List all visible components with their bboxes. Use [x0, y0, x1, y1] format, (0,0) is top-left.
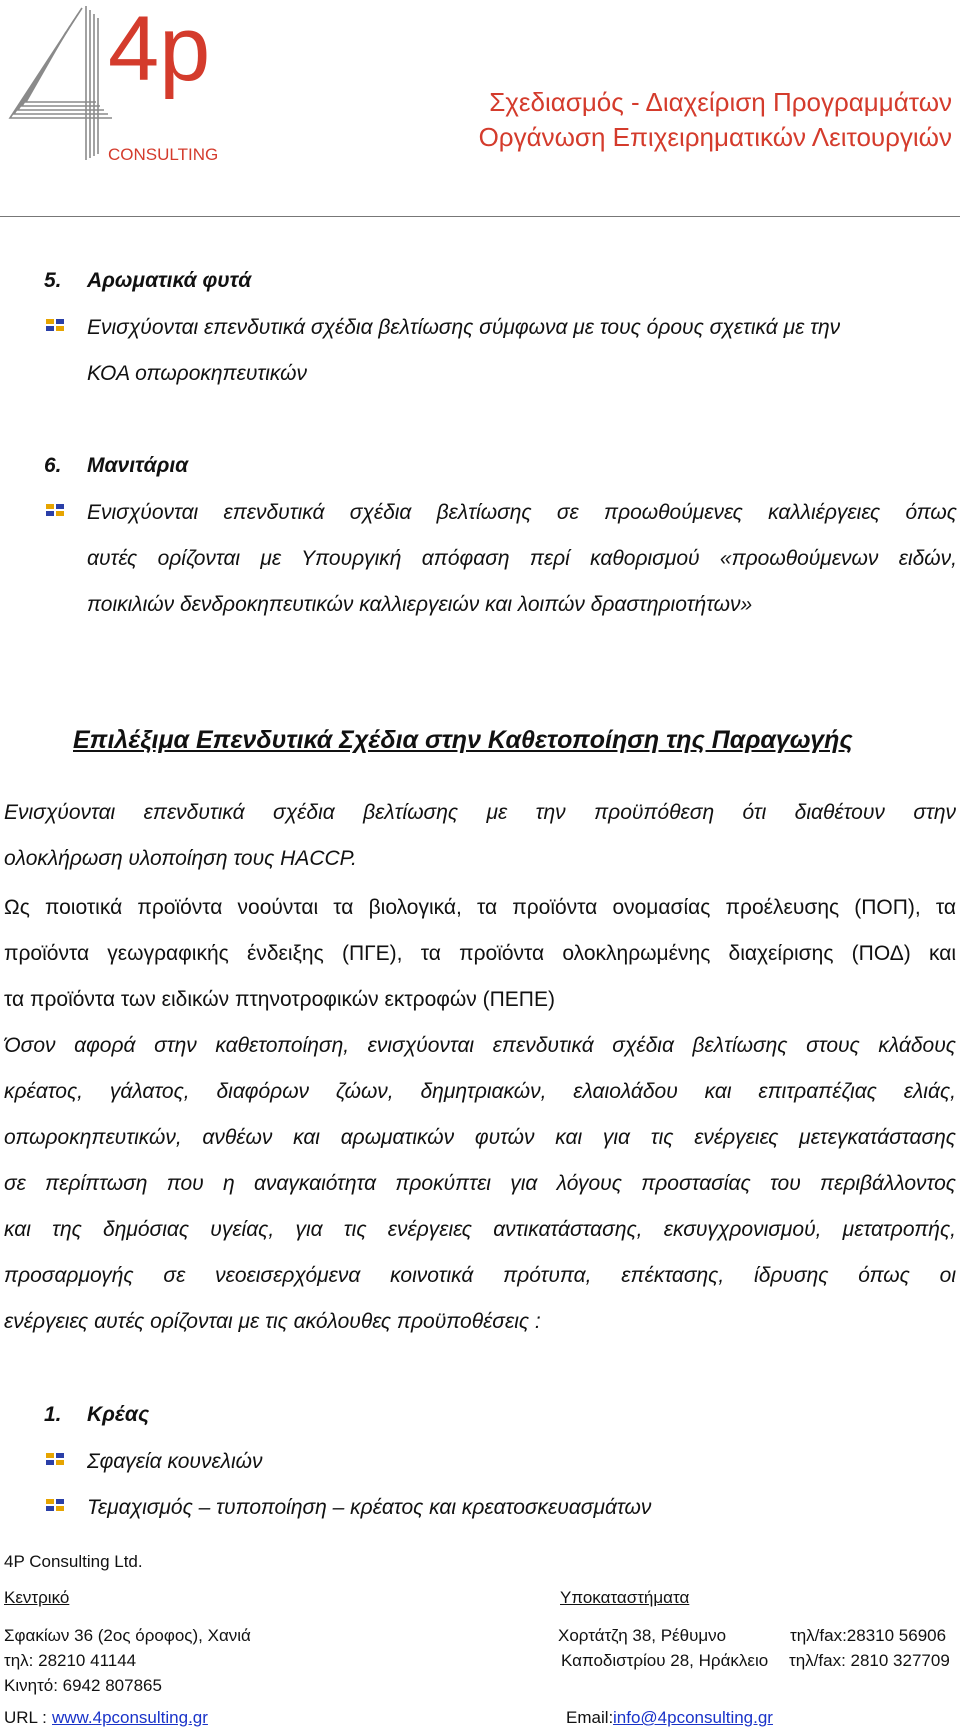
- logo-letter: 4p: [108, 0, 211, 100]
- paragraph-line: Ενισχύονται επενδυτικά σχέδια βελτίωσης με την προϋπόθεση ότι διαθέτουν στην: [4, 801, 956, 824]
- website-link[interactable]: www.4pconsulting.gr: [52, 1708, 208, 1727]
- footer-hq-phone: τηλ: 28210 41144: [4, 1651, 137, 1670]
- item-number: 6.: [44, 454, 62, 477]
- footer-branch2-phone: τηλ/fax: 2810 327709: [789, 1651, 950, 1670]
- email-link[interactable]: info@4pconsulting.gr: [613, 1708, 773, 1727]
- tagline-line2: Οργάνωση Επιχειρηματικών Λειτουργιών: [478, 122, 952, 152]
- bullet-line: αυτές ορίζονται με Υπουργική απόφαση περί καθορισμού «προωθούμενων ειδών,: [87, 547, 957, 570]
- paragraph-line: ενέργειες αυτές ορίζονται με τις ακόλουθες προϋποθέσεις :: [4, 1310, 541, 1333]
- logo-subtext: CONSULTING: [108, 145, 219, 164]
- header-divider: [0, 216, 960, 217]
- bullet-line: ΚΟΑ οπωροκηπευτικών: [87, 362, 307, 385]
- item-title: Μανιτάρια: [87, 454, 189, 477]
- item-title: Κρέας: [87, 1403, 150, 1426]
- paragraph-line: ολοκλήρωση υλοποίηση τους HACCP.: [4, 847, 357, 870]
- footer-branch1-address: Χορτάτζη 38, Ρέθυμνο: [558, 1626, 727, 1645]
- paragraph-line: Ως ποιοτικά προϊόντα νοούνται τα βιολογικά, τα προϊόντα ονομασίας προέλευσης (ΠΟΠ), τα: [4, 896, 956, 919]
- paragraph-line: προϊόντα γεωγραφικής ένδειξης (ΠΓΕ), τα προϊόντα ολοκληρωμένης διαχείρισης (ΠΟΔ) και: [4, 942, 956, 965]
- footer-hq-mobile: Κινητό: 6942 807865: [4, 1676, 162, 1695]
- footer-company: 4P Consulting Ltd.: [4, 1552, 143, 1571]
- footer-hq-label: Κεντρικό: [4, 1588, 70, 1607]
- paragraph-line: τα προϊόντα των ειδικών πτηνοτροφικών εκτροφών (ΠΕΠΕ): [4, 988, 555, 1011]
- paragraph-line: προσαρμογής σε νεοεισερχόμενα κοινοτικά πρότυπα, επέκτασης, ίδρυσης όπως οι: [4, 1264, 956, 1287]
- item-title: Αρωματικά φυτά: [87, 269, 252, 292]
- paragraph-line: και της δημόσιας υγείας, για τις ενέργειες αντικατάστασης, εκσυγχρονισμού, μετατροπής,: [4, 1218, 956, 1241]
- tagline-line1: Σχεδιασμός - Διαχείριση Προγραμμάτων: [489, 87, 952, 117]
- bullet-icon: [44, 317, 66, 335]
- item-number: 5.: [44, 269, 62, 292]
- footer-branch2-address: Καποδιστρίου 28, Ηράκλειο: [561, 1651, 769, 1670]
- footer-url-label: URL :: [4, 1708, 47, 1727]
- bullet-line: Σφαγεία κουνελιών: [87, 1450, 263, 1473]
- bullet-line: ποικιλιών δενδροκηπευτικών καλλιεργειών και λοιπών δραστηριοτήτων»: [87, 593, 753, 616]
- footer-hq-address: Σφακίων 36 (2ος όροφος), Χανιά: [4, 1626, 251, 1645]
- bullet-line: Ενισχύονται επενδυτικά σχέδια βελτίωσης σε προωθούμενες καλλιέργειες όπως: [87, 501, 957, 524]
- bullet-icon: [44, 502, 66, 520]
- bullet-icon: [44, 1497, 66, 1515]
- footer-branch1-phone: τηλ/fax:28310 56906: [790, 1626, 947, 1645]
- paragraph-line: οπωροκηπευτικών, ανθέων και αρωματικών φυτών και για τις ενέργειες μετεγκατάστασης: [4, 1126, 956, 1149]
- section-title: Επιλέξιμα Επενδυτικά Σχέδια στην Καθετοποίηση της Παραγωγής: [73, 726, 853, 754]
- bullet-line: Ενισχύονται επενδυτικά σχέδια βελτίωσης σύμφωνα με τους όρους σχετικά με την: [87, 316, 841, 339]
- bullet-icon: [44, 1451, 66, 1469]
- footer-email-label: Email:: [566, 1708, 614, 1727]
- bullet-line: Τεμαχισμός – τυποποίηση – κρέατος και κρεατοσκευασμάτων: [87, 1496, 652, 1519]
- paragraph-line: κρέατος, γάλατος, διαφόρων ζώων, δημητριακών, ελαιολάδου και επιτραπέζιας ελιάς,: [4, 1080, 956, 1103]
- paragraph-line: Όσον αφορά στην καθετοποίηση, ενισχύονται επενδυτικά σχέδια βελτίωσης στους κλάδους: [4, 1034, 956, 1057]
- paragraph-line: σε περίπτωση που η αναγκαιότητα προκύπτει για λόγους προστασίας του περιβάλλοντος: [4, 1172, 956, 1195]
- footer-branches-label: Υποκαταστήματα: [560, 1588, 690, 1607]
- item-number: 1.: [44, 1403, 62, 1426]
- company-logo: [0, 0, 230, 170]
